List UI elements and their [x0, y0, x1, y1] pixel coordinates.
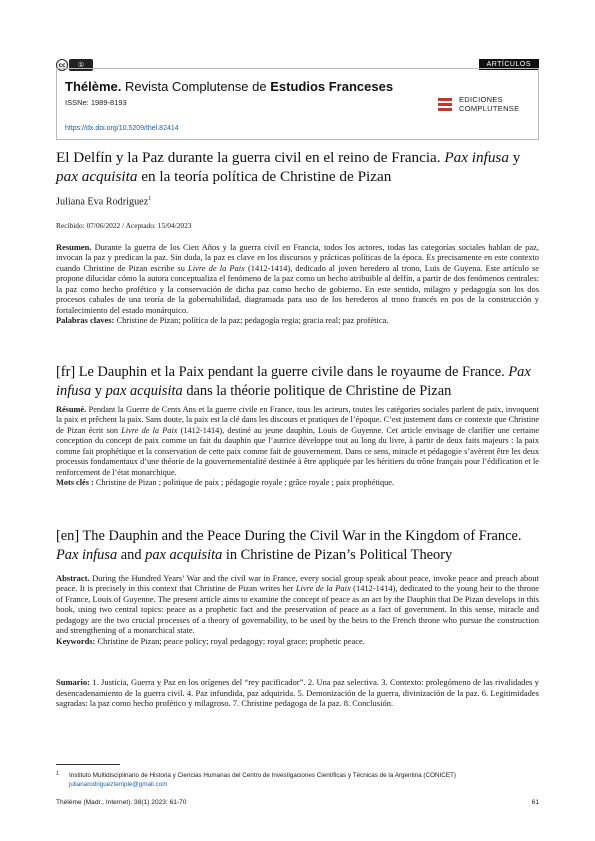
title-italic: pax acquisita [56, 168, 138, 185]
footnote-affiliation: Instituto Multidisciplinario de Historia y Ciencias Humanas del Centro de Investigaciones Científicas y Técnicas de la Argentina (CONICET) [69, 772, 456, 779]
journal-name-end: Estudios Franceses [270, 79, 394, 94]
journal-title [65, 79, 393, 94]
abstract-label: Resumen. [56, 242, 92, 252]
abstract-label: Abstract. [56, 573, 90, 583]
issn: ISSNe: 1989-8193 [65, 98, 127, 107]
title-part: [fr] Le Dauphin et la Paix pendant la guerre civile dans le royaume de France. [56, 364, 509, 380]
keywords: Christine de Pizan; política de la paz; pedagogía regia; gracia real; paz profética. [114, 315, 389, 326]
summary [56, 677, 539, 709]
journal-box [56, 68, 539, 140]
dates: Recibido: 07/06/2022 / Aceptado: 15/04/2023 [56, 221, 192, 230]
title-part: y [508, 149, 521, 166]
abstract-text: Durante la guerra de los Cien Años y la guerra civil en Francia, todos los actores, todas las categorías sociales hablan de paz, invocan la paz y predican la paz. Sin duda, la paz es clave en los discursos y prácticas políticas de la época. Es precisamente en este contexto cuando Christine de Pizan escribe su [56, 242, 539, 273]
journal-name-middle: Revista Complutense de [121, 79, 271, 94]
abstract-fr [56, 405, 539, 489]
abstract-en [56, 573, 539, 646]
title-italic: pax acquisita [145, 546, 223, 563]
abstract-italic: Livre de la Paix [188, 262, 245, 273]
title-italic: pax acquisita [105, 382, 183, 399]
keywords-label: Palabras claves: [56, 315, 115, 326]
title-part: El Delfín y la Paz durante la guerra civil en el reino de Francia. [56, 149, 445, 166]
title-part: and [117, 546, 146, 563]
cc-icon: cc [56, 59, 68, 71]
publisher-mark-icon [438, 98, 452, 111]
footer-citation: Thélème (Madr., Internet). 38(1) 2023: 61-70 [56, 799, 187, 806]
title-part: dans la théorie politique de Christine de Pizan [182, 382, 452, 399]
author [56, 196, 151, 207]
title-part: in Christine de Pizan’s Political Theory [222, 546, 453, 563]
keywords-label: Mots clés : [56, 478, 94, 488]
title-italic: Pax infusa [444, 149, 509, 166]
title-italic: Pax infusa [56, 364, 531, 399]
article-title [56, 148, 539, 186]
author-footnote-ref[interactable]: 1 [148, 196, 152, 202]
author-name: Juliana Eva Rodriguez [56, 196, 149, 208]
abstract-text: (1412-1414), dedicated to the young heir to the throne of France, Louis of Guyenne. The present article aims to examine the concept of peace as an act by the Dauphin that De Pizan develops in this book, using two central topics: peace as a prophetic fact and the preservation of peace as a fact of government. In this sense, miracle and pedagogy are the two crucial processes of a theory of governability, to be used by the heirs to the French throne who pursue the construction and strengthening of a monarchical state. [56, 583, 539, 636]
page-number: 61 [531, 799, 539, 806]
footnote [56, 771, 539, 789]
footnote-number: 1 [56, 771, 59, 777]
journal-name-short: Thélème. [65, 79, 122, 94]
abstract-text: (1412-1414), dedicado al joven heredero al trono, Luis de Guyena. Este artículo se propone dilucidar cómo la autora conceptualiza el fenómeno de la paz como un hecho atribuible al delfín, a partir de dos fenómenos centrales: la paz como hecho profético y la conservación de dicha paz como hecho de gobierno. En este sentido, milagro y pedagogía son los dos procesos cabales de una teoría de la gobernabilidad, diagramada para uso de los herederos al trono francés en pos de la construcción y fortalecimiento del estado monárquico. [56, 262, 539, 315]
abstract-text: During the Hundred Years’ War and the civil war in France, every social group speak about peace, invoke peace and preach about peace. It is precisely in this context that Christine de Pizan writes her [56, 573, 539, 594]
summary-label: Sumario: [56, 677, 90, 687]
footnote-divider [56, 764, 120, 765]
publisher-line-1: EDICIONES [459, 95, 503, 104]
title-fr [56, 363, 539, 400]
abstract-text: (1412-1414), destiné au jeune dauphin, Louis de Guyenne. Cet article envisage de clarifier une certaine conception du concept de paix comme un fait du dauphin que l’autrice développe tout au long du livre, à partir de deux faits majeurs : la paix comme fait prophétique et la conservation de cette paix comme fait de gouvernement. Dans ce sens, miracle et pédagogie s’avèrent être les deux processus fondamentaux d’une théorie de la gouvernementalité destinée à être appliquée par les héritiers du trône français pour l’édification et le renforcement de l’état monarchique. [56, 425, 539, 477]
keywords: Christine de Pizan; peace policy; royal pedagogy; royal grace; prophetic peace. [95, 635, 365, 646]
abstract-label: Résumé. [56, 405, 87, 414]
title-part: en la teoría política de Christine de Pizan [137, 168, 392, 185]
abstract-italic: Livre de la Paix [295, 583, 351, 594]
keywords-label: Keywords: [56, 635, 96, 646]
abstract-italic: Livre de la Paix [121, 425, 178, 435]
title-part: [en] The Dauphin and the Peace During the Civil War in the Kingdom of France. [56, 528, 522, 544]
title-italic: Pax infusa [56, 546, 118, 563]
publisher-logo [438, 95, 519, 113]
abstract-es [56, 242, 539, 326]
keywords: Christine de Pizan ; politique de paix ; pédagogie royale ; grâce royale ; paix prophétique. [93, 478, 395, 488]
abstract-text: Pendant la Guerre de Cents Ans et la guerre civile en France, tous les acteurs, toutes les catégories sociales parlent de paix, invoquent la paix et prêchent la paix. Sans doute, la paix est la clé dans les discours et pratiques de l’époque. C’est justement dans ce contexte que Christine de Pizan écrit son [56, 405, 539, 435]
by-icon: ① [69, 59, 93, 71]
doi-link[interactable]: https://dx.doi.org/10.5209/thel.82414 [65, 125, 179, 132]
section-tag: ARTÍCULOS [479, 59, 539, 70]
author-email-link[interactable]: julianarodrigueztemple@gmail.com [69, 781, 168, 788]
summary-text: 1. Justicia, Guerra y Paz en los orígenes del “rey pacificador”. 2. Una paz selectiva. 3. Contexto: prolegómeno de las rivalidades y desencadenamiento de la guerra civil. 4. Paz infundida, paz adquirida. 5. Demonización de la guerra, divinización de la paz. 6. Legitimidades sagradas: la paz como hecho profético y milagroso. 7. Christine pedagoga de la paz. 8. Conclusión. [56, 677, 539, 708]
title-part: y [91, 382, 106, 399]
publisher-line-2: COMPLUTENSE [459, 104, 520, 113]
title-en [56, 527, 539, 564]
